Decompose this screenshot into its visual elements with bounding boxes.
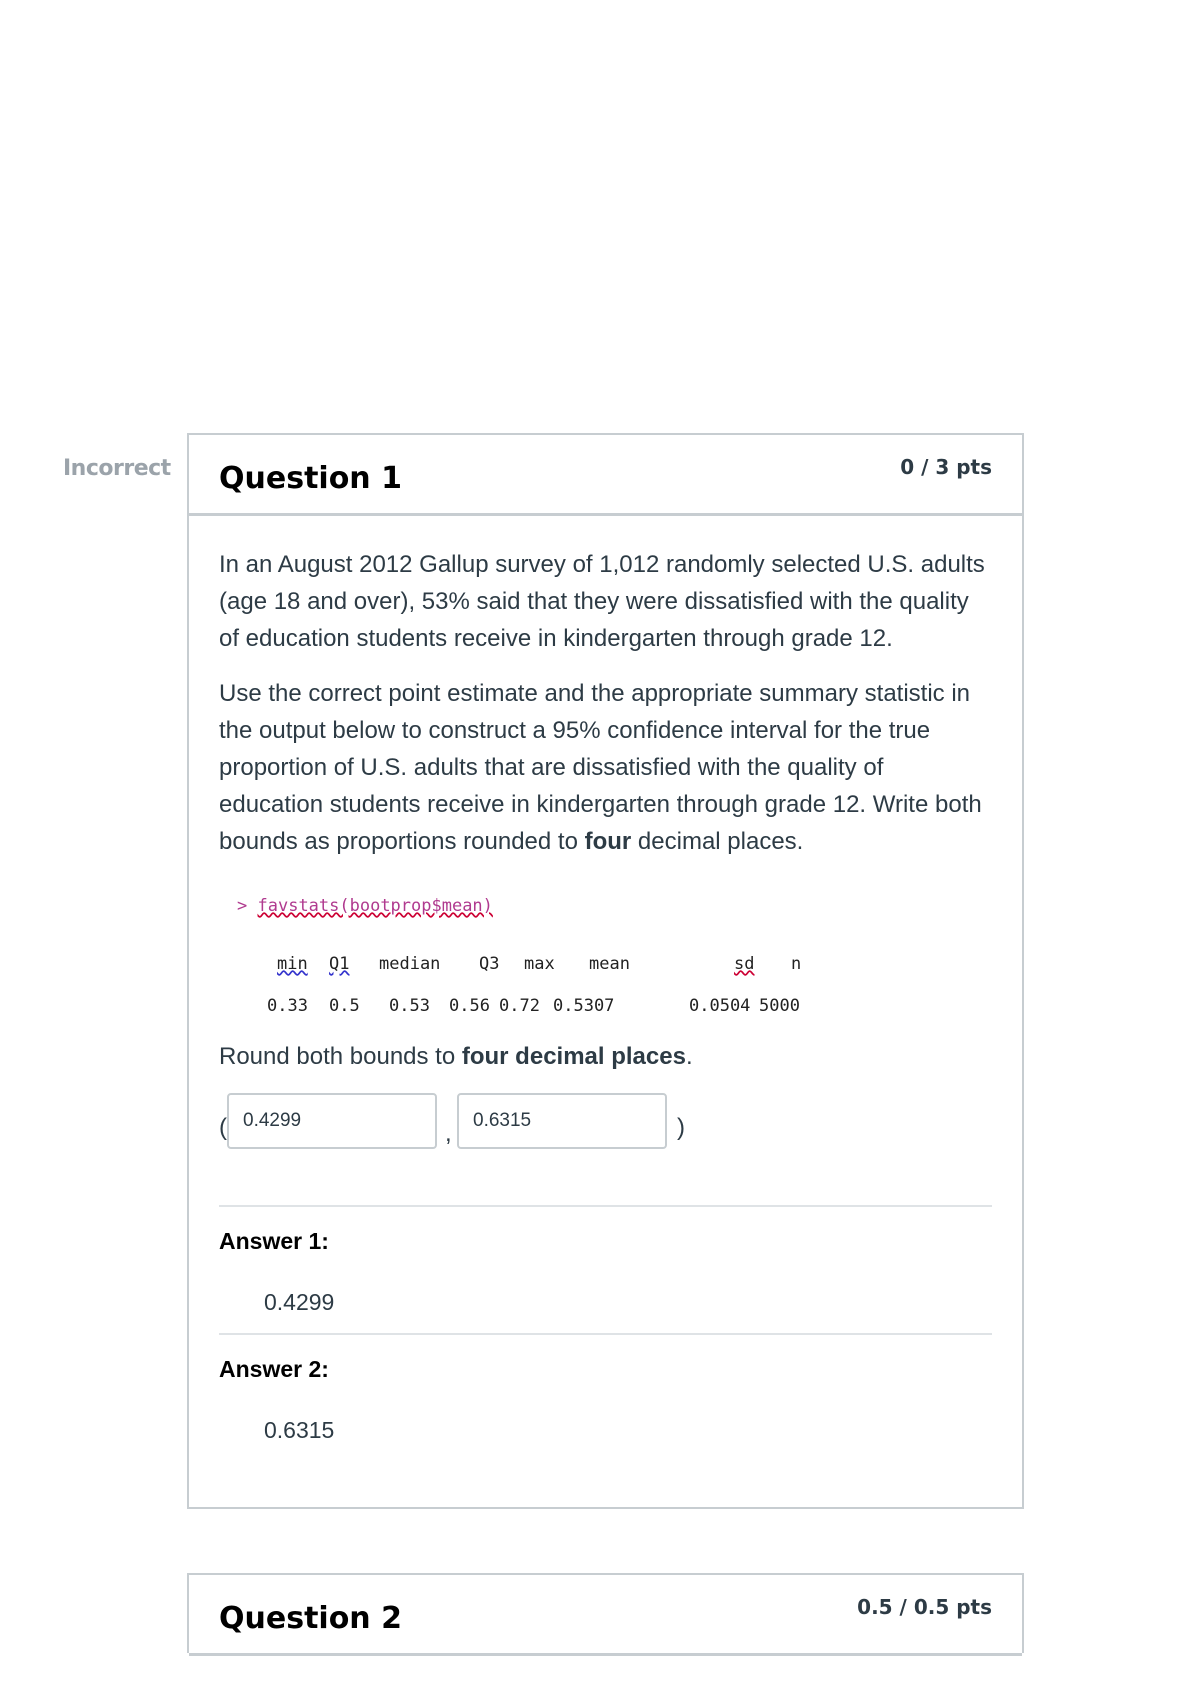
r-command: favstats(bootprop$mean) (257, 896, 493, 916)
question-1-card (187, 433, 1024, 1509)
r-output-header-cell: mean (589, 954, 630, 974)
answer-1-label: Answer 1: (219, 1228, 329, 1254)
r-command-line (237, 888, 493, 925)
round-instruction (219, 1038, 992, 1075)
round-text: Round both bounds to (219, 1043, 462, 1070)
r-output-header-cell: Q1 (329, 954, 350, 974)
instructions-text-end: decimal places. (631, 828, 804, 855)
interval-inputs (219, 1093, 992, 1173)
r-output-header-cell: n (791, 954, 802, 974)
round-text-end: . (685, 1043, 693, 1070)
r-output-header-cell: min (277, 954, 308, 974)
answer-2-value: 0.6315 (264, 1417, 335, 1443)
r-output-header-cell: sd (734, 954, 755, 974)
question-status-label: Incorrect (63, 456, 171, 481)
round-bold: four decimal places (461, 1043, 686, 1070)
instructions-bold: four (584, 828, 632, 855)
answer-divider (219, 1333, 992, 1335)
question-2-header (189, 1575, 1022, 1656)
question-points: 0.5 / 0.5 pts (857, 1595, 992, 1619)
question-instructions-paragraph (219, 675, 992, 860)
r-output-value-cell: 0.33 (267, 996, 308, 1016)
r-output-value-cell: 0.56 (449, 996, 490, 1016)
r-output-value-cell: 0.0504 (689, 996, 751, 1016)
answer-1-value: 0.4299 (264, 1289, 335, 1315)
r-output-block (219, 888, 992, 1038)
lower-bound-input[interactable] (227, 1093, 437, 1149)
question-1-header (189, 435, 1022, 516)
close-paren: ) (677, 1114, 685, 1141)
r-output-header-cell: Q3 (479, 954, 500, 974)
r-prompt: > (237, 896, 248, 916)
upper-bound-input[interactable] (457, 1093, 667, 1149)
question-1-body (189, 516, 1022, 1461)
r-output-header-cell: max (524, 954, 555, 974)
r-output-value-cell: 0.5307 (553, 996, 615, 1016)
question-text-paragraph: In an August 2012 Gallup survey of 1,012 randomly selected U.S. adults (age 18 and over), 53% said that they were dissatisfied with the quality of education students receive in kindergarten through grade 12. (219, 551, 985, 652)
open-paren: ( (219, 1114, 227, 1141)
r-output-value-cell: 0.5 (329, 996, 360, 1016)
question-title: Question 1 (219, 461, 402, 496)
comma-separator: , (445, 1120, 452, 1147)
r-output-value-cell: 0.72 (499, 996, 540, 1016)
r-output-header-cell: median (379, 954, 441, 974)
r-output-value-cell: 5000 (759, 996, 800, 1016)
instructions-text: Use the correct point estimate and the appropriate summary statistic in the output below to construct a 95% confidence interval for the true proportion of U.S. adults that are dissatisfied with the quality of education students receive in kindergarten through grade 12. Write both bounds as proportions rounded to (219, 680, 982, 855)
question-points: 0 / 3 pts (900, 455, 992, 479)
question-2-card (187, 1573, 1024, 1653)
r-output-value-cell: 0.53 (389, 996, 430, 1016)
question-title: Question 2 (219, 1601, 402, 1636)
answer-2-label: Answer 2: (219, 1356, 329, 1382)
answer-divider (219, 1205, 992, 1207)
